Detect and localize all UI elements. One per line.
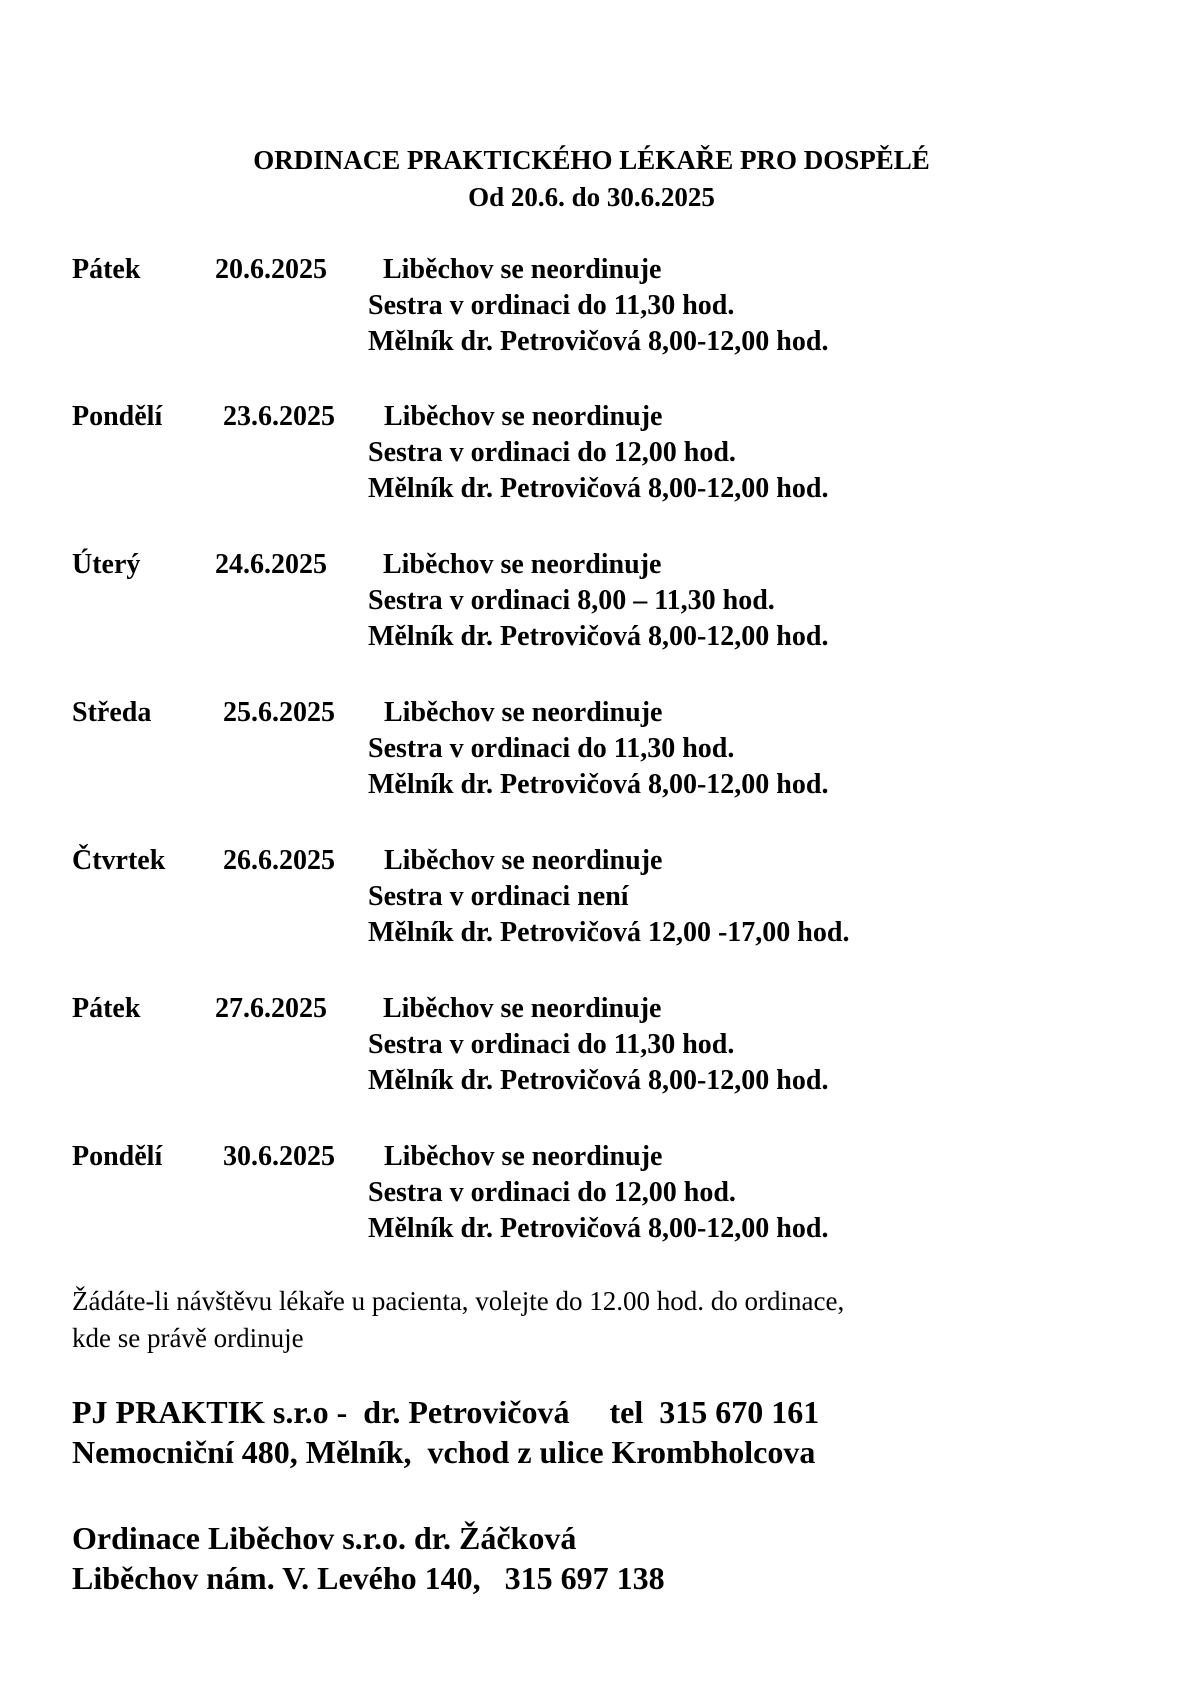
entry-date: 23.6.2025 <box>223 401 335 432</box>
contact-line: Nemocniční 480, Mělník, vchod z ulice Krombholcova <box>72 1434 816 1470</box>
entry-line2: Sestra v ordinaci 8,00 – 11,30 hod. <box>368 585 775 616</box>
entry-line2: Sestra v ordinaci do 12,00 hod. <box>368 1177 736 1208</box>
entry-date: 30.6.2025 <box>223 1141 335 1172</box>
contact-praktik <box>72 1392 819 1472</box>
entry-date: 27.6.2025 <box>215 993 327 1024</box>
entry-day: Pondělí <box>72 401 163 432</box>
schedule-entry <box>0 992 1191 1112</box>
schedule-entry <box>0 253 1191 373</box>
entry-date: 26.6.2025 <box>223 845 335 876</box>
entry-line3: Mělník dr. Petrovičová 8,00-12,00 hod. <box>368 473 829 504</box>
document-subtitle: Od 20.6. do 30.6.2025 <box>468 182 715 212</box>
entry-line1: Liběchov se neordinuje <box>384 845 663 876</box>
entry-line1: Liběchov se neordinuje <box>383 993 662 1024</box>
schedule-entry <box>0 548 1191 668</box>
entry-day: Pátek <box>72 993 141 1024</box>
schedule-entry <box>0 400 1191 520</box>
entry-date: 24.6.2025 <box>215 549 327 580</box>
entry-line1: Liběchov se neordinuje <box>383 549 662 580</box>
entry-line3: Mělník dr. Petrovičová 8,00-12,00 hod. <box>368 1065 829 1096</box>
entry-line2: Sestra v ordinaci do 11,30 hod. <box>368 1029 735 1060</box>
contact-libechov <box>72 1518 665 1598</box>
entry-line3: Mělník dr. Petrovičová 8,00-12,00 hod. <box>368 1213 829 1244</box>
entry-day: Středa <box>72 697 152 728</box>
entry-line1: Liběchov se neordinuje <box>384 1141 663 1172</box>
entry-date: 25.6.2025 <box>223 697 335 728</box>
entry-line2: Sestra v ordinaci do 11,30 hod. <box>368 733 735 764</box>
entry-line1: Liběchov se neordinuje <box>384 401 663 432</box>
entry-day: Pátek <box>72 254 141 285</box>
document-title: ORDINACE PRAKTICKÉHO LÉKAŘE PRO DOSPĚLÉ <box>253 145 930 175</box>
entry-line1: Liběchov se neordinuje <box>383 254 662 285</box>
entry-day: Čtvrtek <box>72 845 166 876</box>
entry-line3: Mělník dr. Petrovičová 12,00 -17,00 hod. <box>368 917 850 948</box>
entry-date: 20.6.2025 <box>215 254 327 285</box>
entry-line2: Sestra v ordinaci do 11,30 hod. <box>368 290 735 321</box>
home-visit-note <box>72 1283 1122 1357</box>
schedule-entry <box>0 1140 1191 1260</box>
entry-line2: Sestra v ordinaci není <box>368 881 629 912</box>
contact-line: PJ PRAKTIK s.r.o - dr. Petrovičová tel 315 670 161 <box>72 1394 820 1430</box>
entry-day: Pondělí <box>72 1141 163 1172</box>
note-line: kde se právě ordinuje <box>72 1323 304 1353</box>
entry-line3: Mělník dr. Petrovičová 8,00-12,00 hod. <box>368 621 829 652</box>
entry-line3: Mělník dr. Petrovičová 8,00-12,00 hod. <box>368 326 829 357</box>
entry-line1: Liběchov se neordinuje <box>384 697 663 728</box>
schedule-entry <box>0 696 1191 816</box>
schedule-entry <box>0 844 1191 964</box>
contact-line: Liběchov nám. V. Levého 140, 315 697 138 <box>72 1560 665 1596</box>
entry-line3: Mělník dr. Petrovičová 8,00-12,00 hod. <box>368 769 829 800</box>
entry-line2: Sestra v ordinaci do 12,00 hod. <box>368 437 736 468</box>
contact-line: Ordinace Liběchov s.r.o. dr. Žáčková <box>72 1520 577 1556</box>
note-line: Žádáte-li návštěvu lékaře u pacienta, volejte do 12.00 hod. do ordinace, <box>72 1286 845 1316</box>
entry-day: Úterý <box>72 549 141 580</box>
